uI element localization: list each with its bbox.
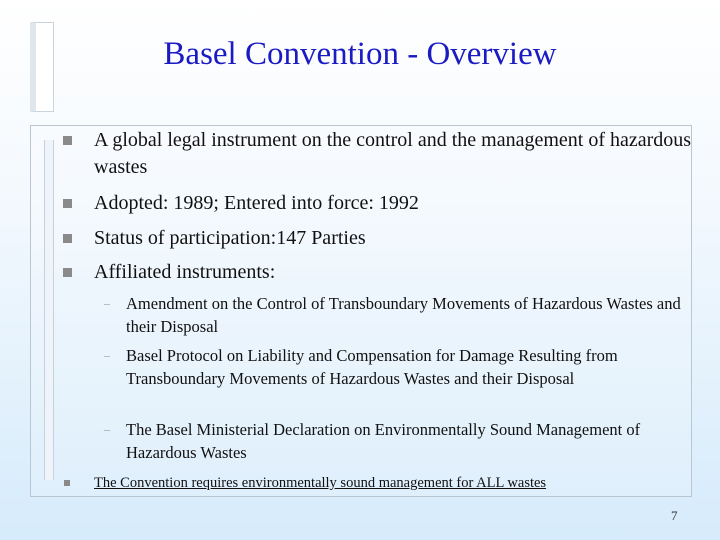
bullet-text: Status of participation:147 Parties	[94, 227, 366, 249]
sub-bullet-text: The Basel Ministerial Declaration on Environmentally Sound Management of Hazardous Wastes	[126, 420, 641, 462]
bullet-text: A global legal instrument on the control and the management of hazardous wastes	[94, 129, 692, 178]
sub-bullet-text: Basel Protocol on Liability and Compensation for Damage Resulting from Transboundary Movements of Hazardous Wastes and their Disposal	[126, 346, 618, 388]
sub-bullet-dash: –	[104, 422, 110, 436]
sub-bullet-dash: –	[104, 348, 110, 362]
bullet-marker	[63, 234, 72, 243]
bullet-marker	[63, 136, 72, 145]
slide-title: Basel Convention - Overview	[163, 36, 557, 72]
footer-bullet-text: The Convention requires environmentally sound management for ALL wastes	[94, 475, 547, 491]
bullet-marker	[63, 199, 72, 208]
sub-bullet-dash: –	[104, 296, 110, 310]
bullet-marker-small	[64, 480, 70, 486]
content-side-bar	[44, 140, 54, 480]
bullet-text: Adopted: 1989; Entered into force: 1992	[94, 192, 419, 214]
page-number: 7	[671, 508, 678, 523]
bullet-marker	[63, 268, 72, 277]
bullet-text: Affiliated instruments:	[94, 261, 276, 283]
sub-bullet-text: Amendment on the Control of Transboundary Movements of Hazardous Wastes and their Disposal	[126, 294, 681, 336]
